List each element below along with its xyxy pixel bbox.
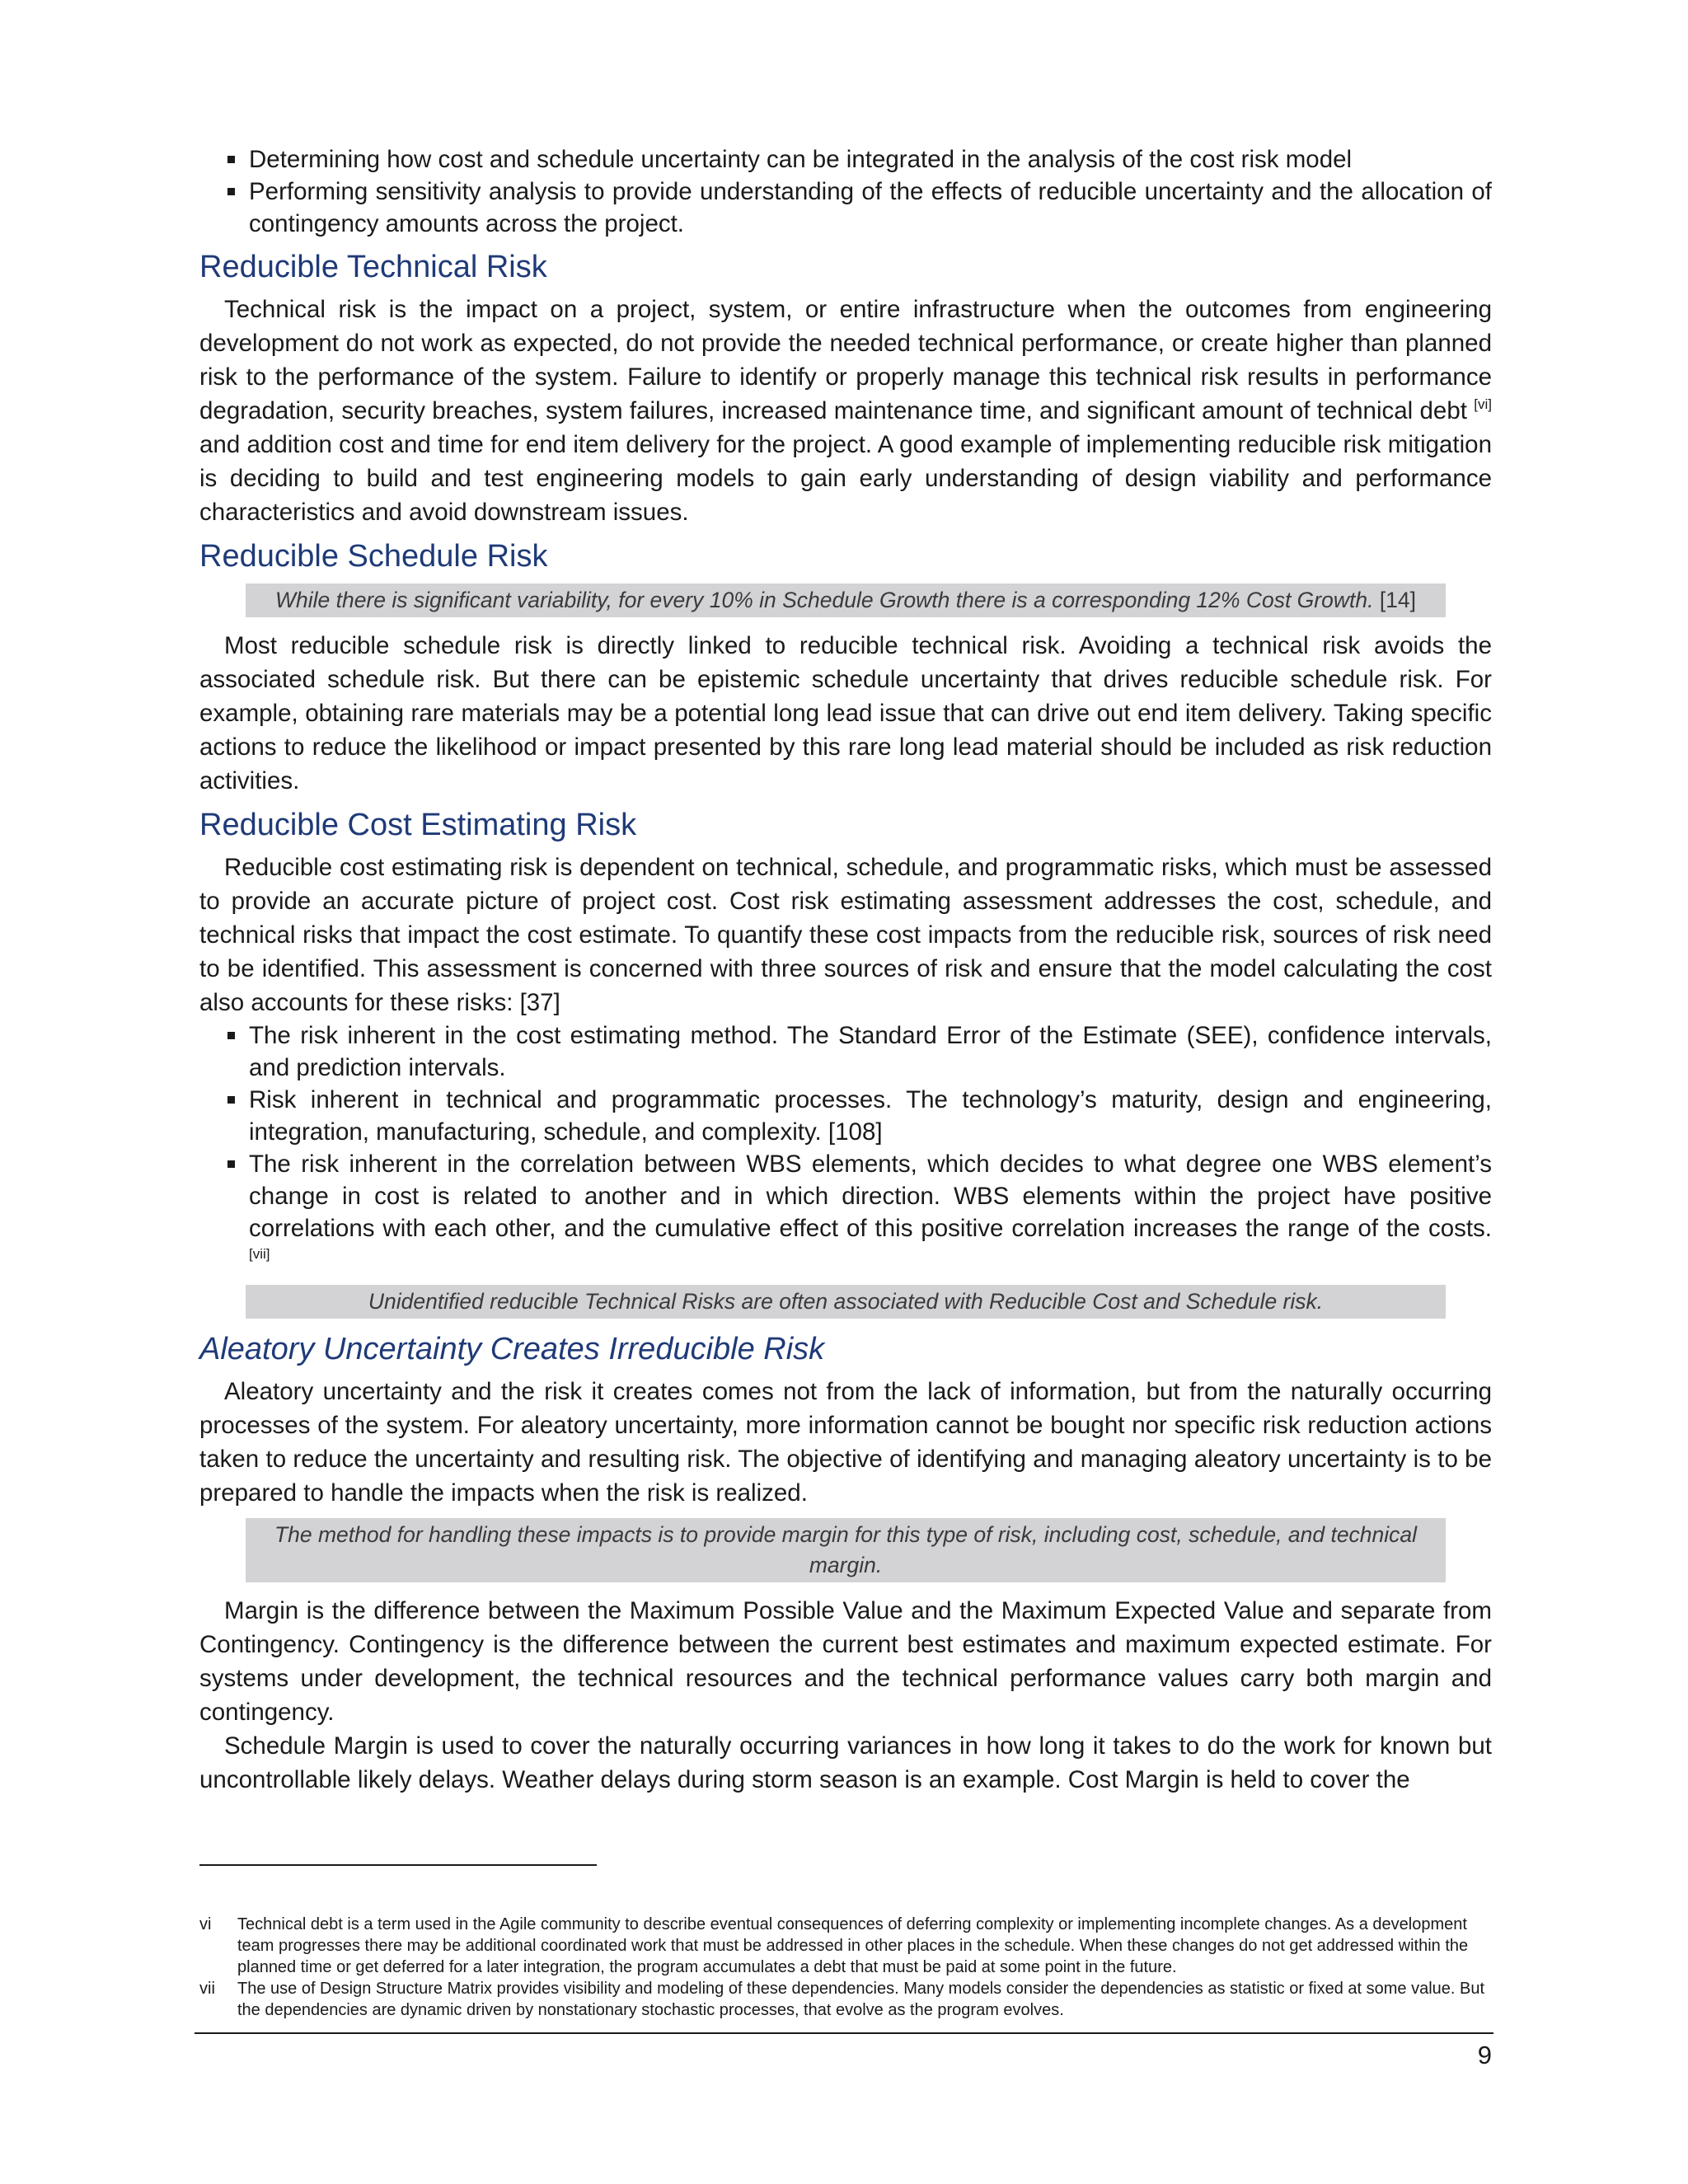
list-item-text: The risk inherent in the cost estimating method. The Standard Error of the Estimate (SEE), confidence intervals, and prediction intervals.: [249, 1022, 1492, 1081]
footnote-mark: vi: [199, 1915, 212, 1933]
schedule-callout-citation: [14]: [1373, 588, 1417, 612]
cost-callout: Unidentified reducible Technical Risks are often associated with Reducible Cost and Schedule risk.: [246, 1285, 1446, 1319]
technical-risk-text-part1: Technical risk is the impact on a project, system, or entire infrastructure when the outcomes from engineering development do not work as expected, do not provide the needed technical performance, or create higher than planned risk to the performance of the system. Failure to identify or properly manage this technical risk results in performance degradation, security breaches, system failures, increased maintenance time, and significant amount of technical debt: [199, 296, 1492, 424]
list-item: [199, 1148, 1492, 1277]
square-bullet-icon: [227, 1032, 235, 1039]
square-bullet-icon: [227, 1160, 235, 1168]
footnote-text: The use of Design Structure Matrix provides visibility and modeling of these dependencies. Many models consider the dependencies as statistic or fixed at some value. But the dependencies are dynamic driven by nonstationary stochastic processes, that evolve as the program evolves.: [237, 1980, 1485, 2019]
square-bullet-icon: [227, 188, 235, 195]
footnote-ref-vii: [vii]: [249, 1246, 270, 1262]
technical-risk-text-part2: and addition cost and time for end item delivery for the project. A good example of implementing reducible risk mitigation is deciding to build and test engineering models to gain early understanding of design viability and performance characteristics and avoid downstream issues.: [199, 431, 1492, 526]
document-page: [199, 0, 1492, 2184]
section-heading-aleatory: Aleatory Uncertainty Creates Irreducible Risk: [199, 1332, 825, 1366]
footer-rule: [195, 2032, 1493, 2034]
schedule-risk-paragraph: Most reducible schedule risk is directly linked to reducible technical risk. Avoiding a technical risk avoids the associated schedule risk. But there can be epistemic schedule uncertainty that drives reducible schedule risk. For example, obtaining rare materials may be a potential long lead issue that can drive out end item delivery. Taking specific actions to reduce the likelihood or impact presented by this rare long lead material should be included as risk reduction activities.: [199, 632, 1492, 794]
list-item-text: Determining how cost and schedule uncertainty can be integrated in the analysis of the cost risk model: [249, 146, 1353, 173]
footnote-ref-vi: [vi]: [1474, 396, 1492, 412]
footnote-mark: vii: [199, 1980, 215, 1998]
list-item: [199, 1019, 1492, 1084]
footnote-vii: [199, 1978, 1492, 2021]
section-heading-cost-risk: Reducible Cost Estimating Risk: [199, 808, 637, 842]
square-bullet-icon: [227, 156, 235, 163]
section-heading-schedule-risk: Reducible Schedule Risk: [199, 539, 548, 574]
aleatory-paragraph-1: Aleatory uncertainty and the risk it creates comes not from the lack of information, but from the naturally occurring processes of the system. For aleatory uncertainty, more information cannot be bought nor specific risk reduction actions taken to reduce the uncertainty and resulting risk. The objective of identifying and managing aleatory uncertainty is to be prepared to handle the impacts when the risk is realized.: [199, 1378, 1492, 1507]
footnote-vi: [199, 1914, 1492, 1978]
list-item: [199, 176, 1492, 240]
page-content: [199, 143, 1492, 1797]
list-item-text: The risk inherent in the correlation between WBS elements, which decides to what degree one WBS element’s change in cost is related to another and in which direction. WBS elements within the project have positive correlations with each other, and the cumulative effect of this positive correlation increases the range of the costs.: [249, 1151, 1492, 1242]
aleatory-callout: The method for handling these impacts is to provide margin for this type of risk, including cost, schedule, and technical margin.: [246, 1518, 1446, 1582]
footnote-separator: [199, 1864, 597, 1866]
footnote-text: Technical debt is a term used in the Agile community to describe eventual consequences of deferring complexity or implementing incomplete changes. As a development team progresses there may be additional coordinated work that must be addressed in other places in the schedule. When these changes do not get addressed within the planned time or get deferred for a later integration, the program accumulates a debt that must be paid at some point in the future.: [237, 1915, 1469, 1976]
square-bullet-icon: [227, 1096, 235, 1104]
schedule-callout-text: While there is significant variability, for every 10% in Schedule Growth there is a corresponding 12% Cost Growth.: [274, 588, 1374, 612]
list-item-text: Risk inherent in technical and programmatic processes. The technology’s maturity, design and engineering, integration, manufacturing, schedule, and complexity. [108]: [249, 1086, 1492, 1146]
aleatory-paragraph-2: Margin is the difference between the Maximum Possible Value and the Maximum Expected Value and separate from Contingency. Contingency is the difference between the current best estimates and maximum expected estimate. For systems under development, the technical resources and the technical performance values carry both margin and contingency.: [199, 1597, 1492, 1726]
list-item: [199, 143, 1492, 176]
technical-risk-paragraph: [199, 293, 1492, 529]
page-number: 9: [1477, 2041, 1492, 2069]
cost-risk-paragraph: Reducible cost estimating risk is dependent on technical, schedule, and programmatic risks, which must be assessed to provide an accurate picture of project cost. Cost risk estimating assessment addresses the cost, schedule, and technical risks that impact the cost estimate. To quantify these cost impacts from the reducible risk, sources of risk need to be identified. This assessment is concerned with three sources of risk and ensure that the model calculating the cost also accounts for these risks: [37]: [199, 854, 1492, 1016]
top-bullet-list: [199, 143, 1492, 240]
aleatory-paragraph-3: Schedule Margin is used to cover the naturally occurring variances in how long it takes to do the work for known but uncontrollable likely delays. Weather delays during storm season is an example. Cost Margin is held to cover the: [199, 1732, 1492, 1793]
list-item-text: Performing sensitivity analysis to provide understanding of the effects of reducible uncertainty and the allocation of contingency amounts across the project.: [249, 178, 1492, 237]
section-heading-technical-risk: Reducible Technical Risk: [199, 250, 547, 284]
cost-risk-bullet-list: [199, 1019, 1492, 1277]
footnotes: [199, 1914, 1492, 2021]
list-item: [199, 1084, 1492, 1148]
schedule-callout: [246, 583, 1446, 617]
